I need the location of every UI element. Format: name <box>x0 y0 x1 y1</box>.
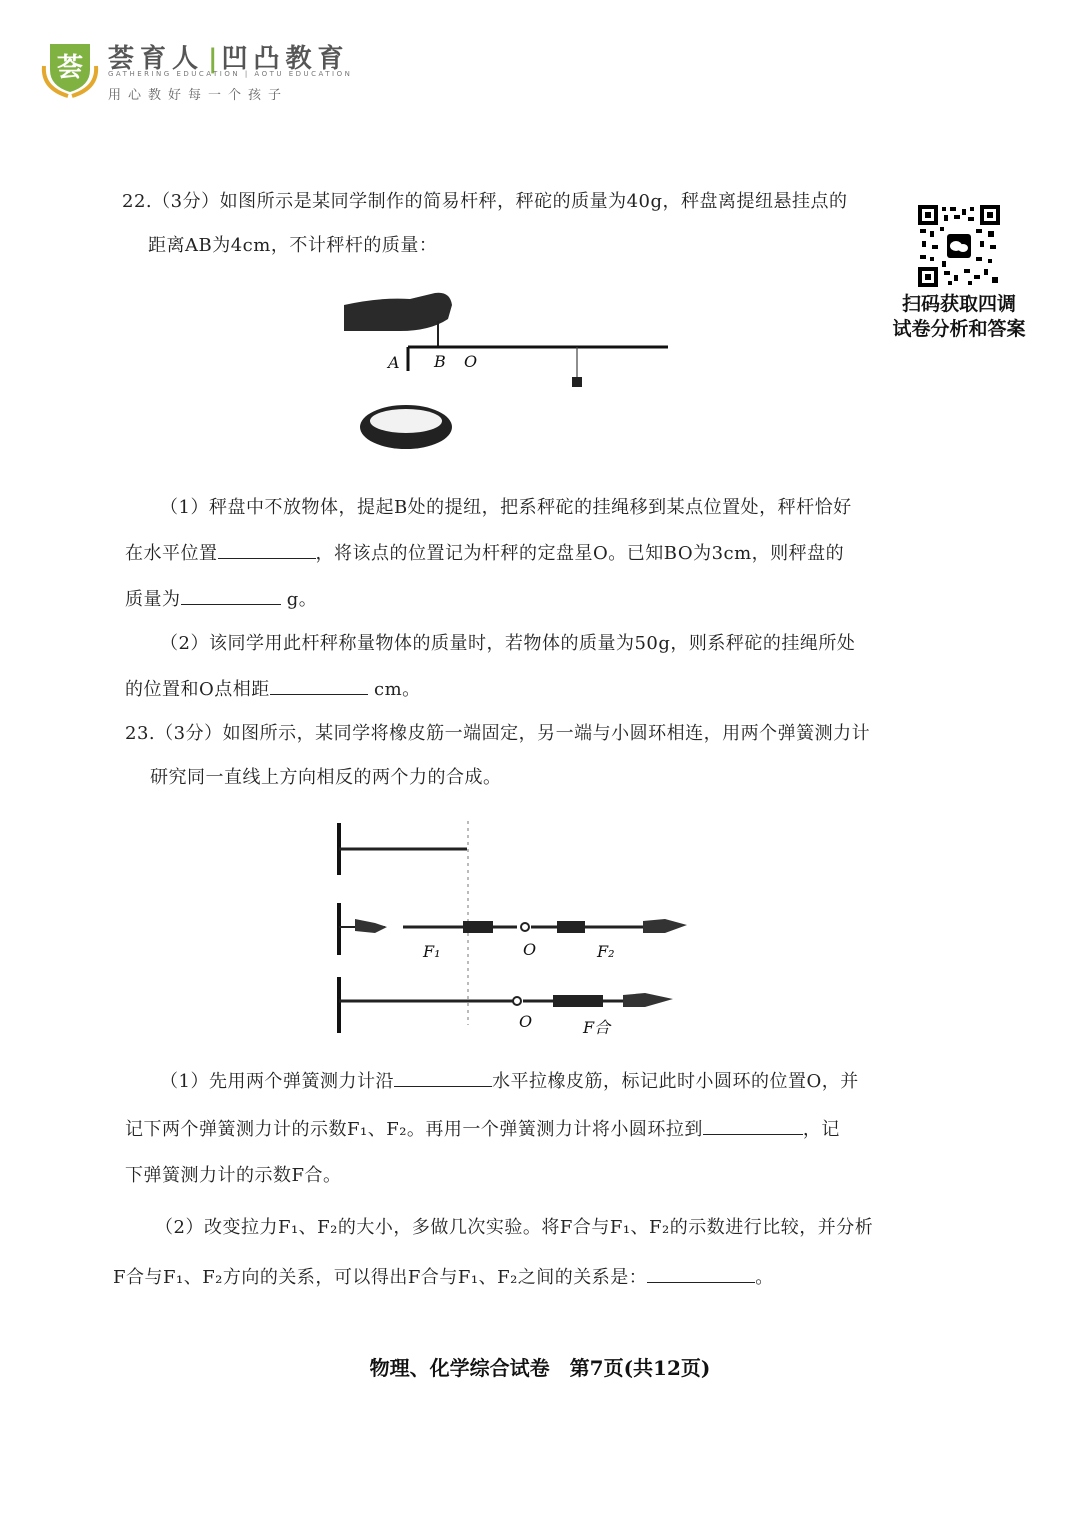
brand-name-en: GATHERING EDUCATION | AOTU EDUCATION <box>108 70 353 78</box>
label-O-mid: O <box>523 940 537 959</box>
brand-name-cn2: 凹凸教育 <box>221 44 350 74</box>
q23-stem-line2: 研究同一直线上方向相反的两个力的合成。 <box>150 767 502 788</box>
label-F2: F₂ <box>597 942 615 961</box>
q22-stem-line2: 距离AB为4cm，不计秤杆的质量： <box>148 235 438 256</box>
rubber-band-figure <box>325 815 700 1040</box>
ring-O-3 <box>513 997 521 1005</box>
hand-right-2-icon <box>623 993 673 1007</box>
brand-logo-badge <box>38 36 102 100</box>
q23-part2-line2: F合与F₁、F₂方向的关系，可以得出F合与F₁、F₂之间的关系是： 。 <box>113 1267 774 1288</box>
q22-blank-3[interactable] <box>270 680 368 695</box>
q22-part1-line3: 质量为 g。 <box>125 589 318 610</box>
q23-part2-line1: （2）改变拉力F₁、F₂的大小，多做几次实验。将F合与F₁、F₂的示数进行比较，并分析 <box>155 1217 874 1238</box>
q22-part2-line2: 的位置和O点相距 cm。 <box>125 679 421 700</box>
steelyard-figure <box>340 285 675 460</box>
label-O-bot: O <box>519 1012 533 1031</box>
q23-part1-line2: 记下两个弹簧测力计的示数F₁、F₂。再用一个弹簧测力计将小圆环拉到 ，记 <box>125 1119 840 1140</box>
hand-right-icon <box>643 919 687 933</box>
page-footer: 物理、化学综合试卷 第7页(共12页) <box>369 1356 711 1380</box>
q23-stem-line1: 23.（3分）如图所示，某同学将橡皮筋一端固定，另一端与小圆环相连，用两个弹簧测力计 <box>125 723 871 744</box>
q23-part1-line1: （1）先用两个弹簧测力计沿 水平拉橡皮筋，标记此时小圆环的位置O，并 <box>160 1071 859 1092</box>
brand-name: 荟育人 | 凹凸教育 <box>108 44 350 74</box>
q22-part1-line1: （1）秤盘中不放物体，提起B处的提纽，把系秤砣的挂绳移到某点位置处，秤杆恰好 <box>160 497 852 518</box>
q23-part1-line3: 下弹簧测力计的示数F合。 <box>125 1165 342 1186</box>
q23-blank-3[interactable] <box>647 1268 755 1283</box>
label-O: O <box>464 352 478 371</box>
q23-blank-1[interactable] <box>394 1072 492 1087</box>
counterweight-icon <box>572 377 582 387</box>
q22-part2-line1: （2）该同学用此杆秤称量物体的质量时，若物体的质量为50g，则系秤砣的挂绳所处 <box>160 633 856 654</box>
ring-O-2 <box>521 923 529 931</box>
hand-left-icon <box>355 919 387 933</box>
brand-name-cn: 荟育人 <box>108 44 205 74</box>
qr-caption-line2: 试卷分析和答案 <box>892 318 1026 340</box>
logo-char: 荟 <box>56 53 84 83</box>
brand-slogan: 用心教好每一个孩子 <box>108 88 289 103</box>
q22-blank-2[interactable] <box>181 590 281 605</box>
label-B: B <box>434 352 446 371</box>
label-A: A <box>388 353 400 372</box>
q22-part1-line2: 在水平位置 ，将该点的位置记为杆秤的定盘星O。已知BO为3cm，则秤盘的 <box>125 543 845 564</box>
qr-caption <box>878 292 1040 342</box>
hand-icon <box>344 293 452 331</box>
label-F1: F₁ <box>423 942 441 961</box>
label-F-combined: F合 <box>583 1018 611 1037</box>
q23-blank-2[interactable] <box>703 1120 803 1135</box>
q22-blank-1[interactable] <box>218 544 316 559</box>
qr-code[interactable] <box>918 205 1000 287</box>
q22-stem-line1: 22.（3分）如图所示是某同学制作的简易杆秤，秤砣的质量为40g，秤盘离提纽悬挂点的 <box>122 191 848 212</box>
qr-caption-line1: 扫码获取四调 <box>901 293 1016 315</box>
